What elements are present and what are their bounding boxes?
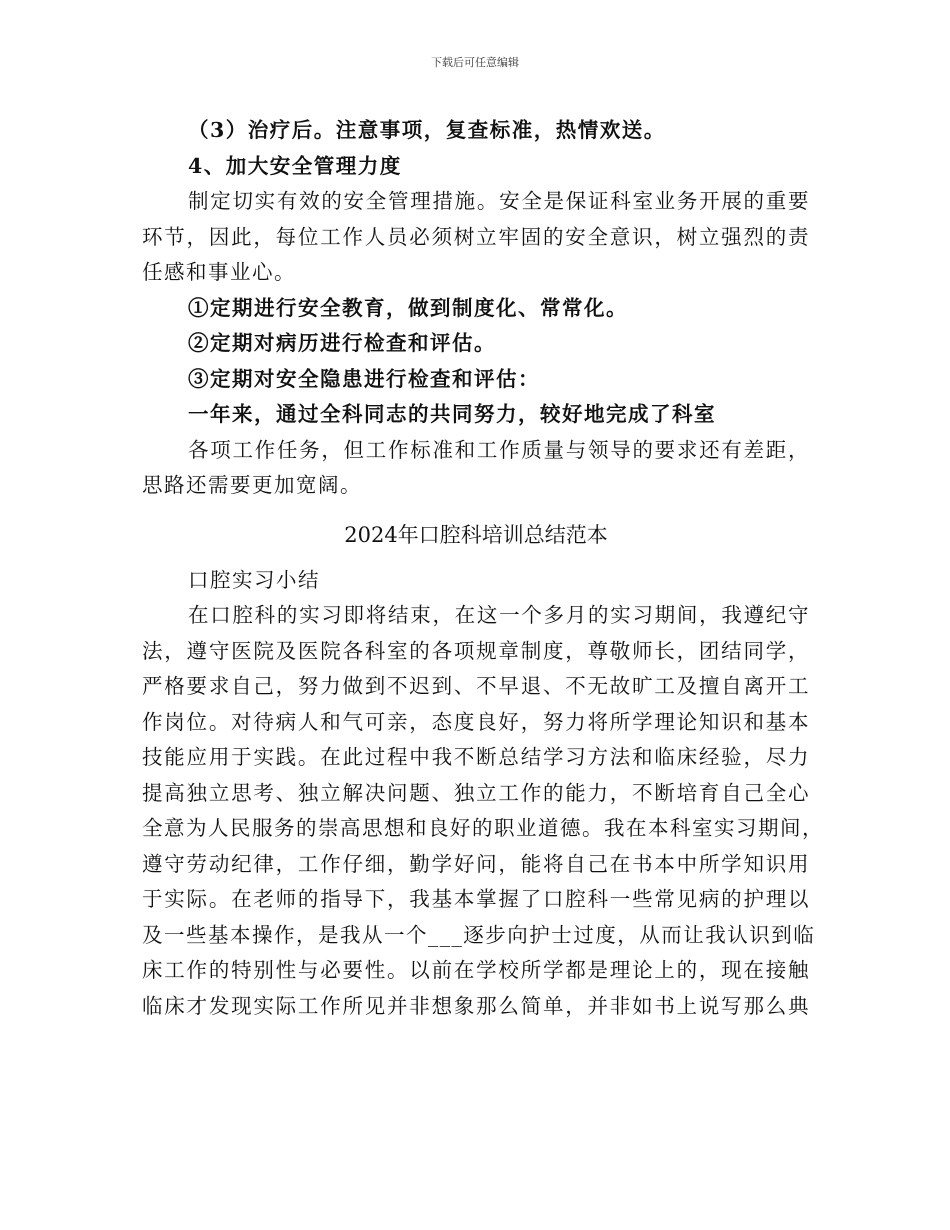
document-body [142, 113, 824, 1024]
document-title: 2024年口腔科培训总结范本 [344, 522, 608, 547]
section-subtitle: 口腔实习小结 [188, 567, 320, 592]
paragraph-line: 于实际。在老师的指导下，我基本掌握了口腔科一些常见病的护理以 [142, 887, 810, 911]
paragraph-line: 全意为人民服务的崇高思想和良好的职业道德。我在本科室实习期间， [142, 816, 824, 840]
section-heading-4: 4、加大安全管理力度 [188, 153, 402, 178]
paragraph-line: 作岗位。对待病人和气可亲，态度良好，努力将所学理论知识和基本 [142, 709, 810, 734]
treatment-after-item: （3）治疗后。注意事项，复查标准，热情欢送。 [188, 118, 666, 142]
paragraph-line: 遵守劳动纪律，工作仔细，勤学好问，能将自己在书本中所学知识用 [142, 851, 810, 876]
bullet-item: ②定期对病历进行检查和评估。 [188, 331, 496, 355]
paragraph-line: 环节，因此，每位工作人员必须树立牢固的安全意识，树立强烈的责 [142, 224, 810, 249]
page-header: 下载后可任意编辑 [431, 56, 519, 69]
paragraph-line: 在口腔科的实习即将结束，在这一个多月的实习期间，我遵纪守 [188, 603, 810, 627]
paragraph-line: 各项工作任务，但工作标准和工作质量与领导的要求还有差距， [188, 437, 810, 462]
paragraph-line: 及一些基本操作，是我从一个___逐步向护士过度，从而让我认识到临 [142, 922, 816, 947]
bullet-item: ①定期进行安全教育，做到制度化、常常化。 [188, 295, 628, 320]
paragraph-line: 制定切实有效的安全管理措施。安全是保证科室业务开展的重要 [188, 189, 810, 213]
paragraph-line: 严格要求自己，努力做到不迟到、不早退、不无故旷工及擅自离开工 [142, 674, 810, 698]
paragraph-line: 提高独立思考、独立解决问题、独立工作的能力，不断培育自己全心 [142, 780, 810, 805]
paragraph-line: 思路还需要更加宽阔。 [142, 473, 362, 497]
paragraph-line: 任感和事业心。 [142, 260, 296, 284]
paragraph-line: 床工作的特别性与必要性。以前在学校所学都是理论上的，现在接触 [142, 958, 810, 982]
bullet-item: ③定期对安全隐患进行检查和评估： [188, 366, 540, 391]
paragraph-line: 法，遵守医院及医院各科室的各项规章制度，尊敬师长，团结同学， [142, 638, 810, 663]
paragraph-line: 技能应用于实践。在此过程中我不断总结学习方法和临床经验，尽力 [142, 745, 810, 769]
summary-bold-line: 一年来，通过全科同志的共同努力，较好地完成了科室 [188, 402, 716, 426]
paragraph-line: 临床才发现实际工作所见并非想象那么简单，并非如书上说写那么典 [142, 993, 810, 1018]
